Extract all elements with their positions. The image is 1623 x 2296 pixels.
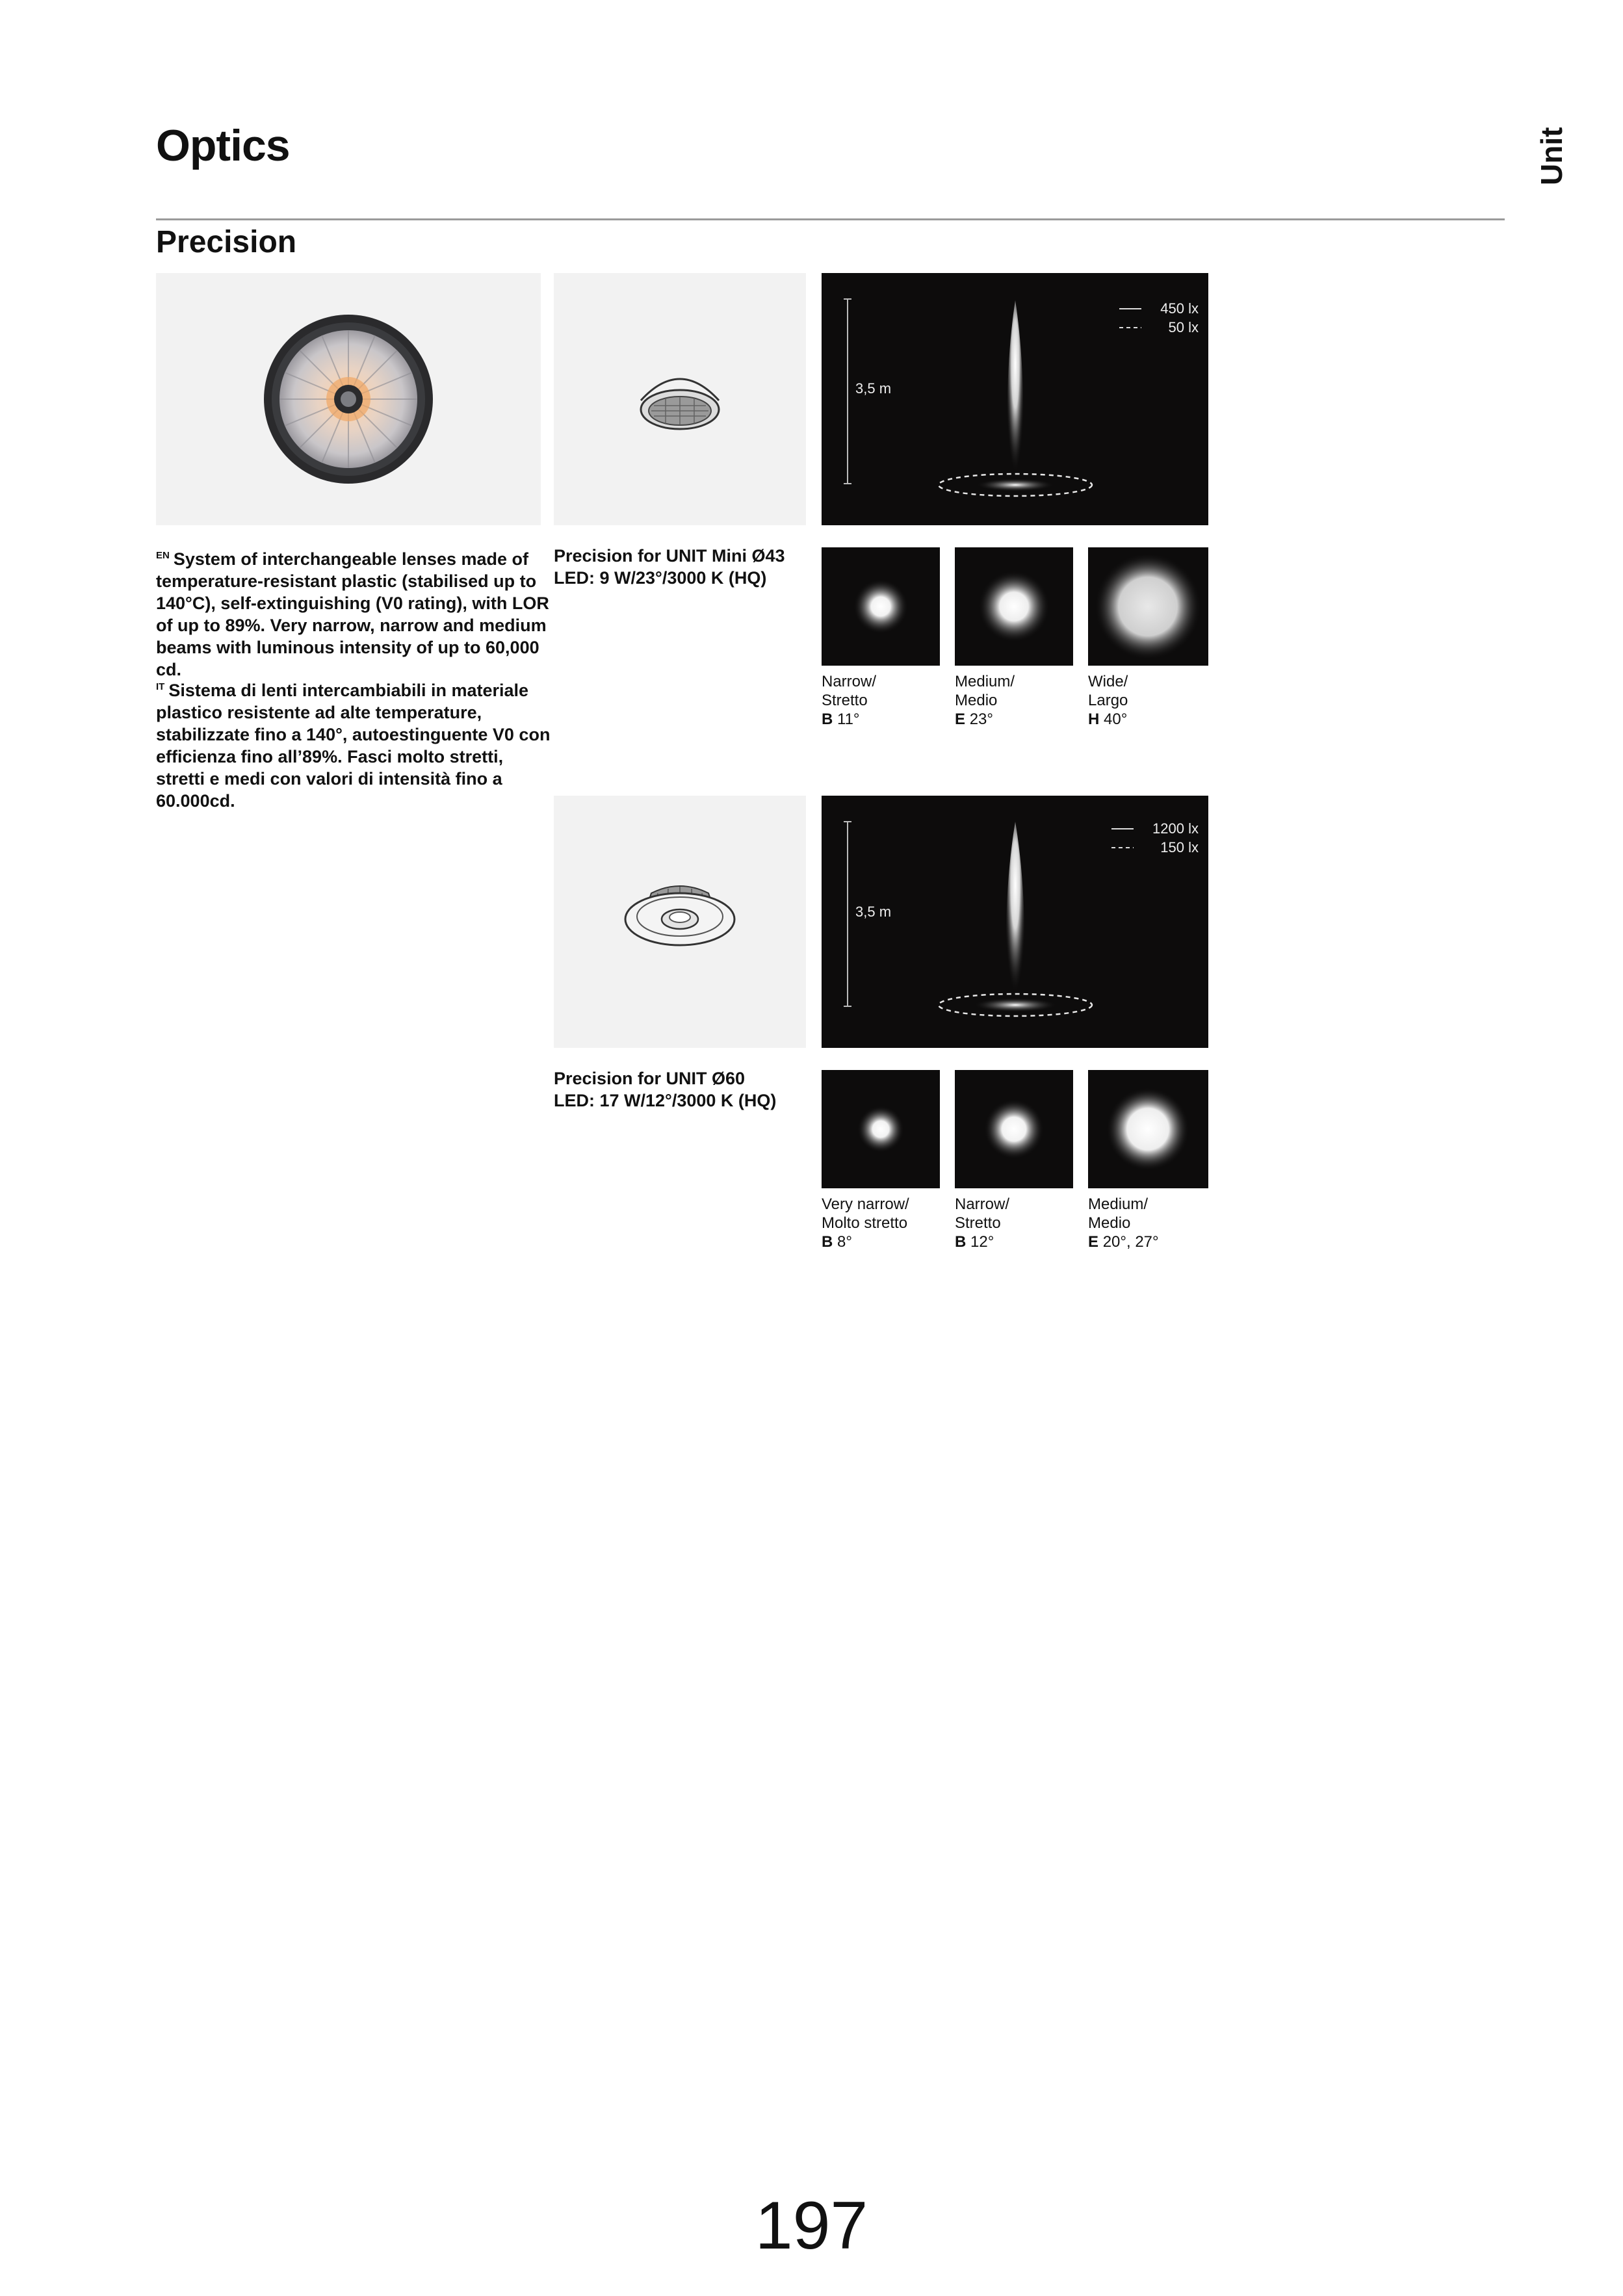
beam-code: H [1088, 711, 1100, 728]
beam-sample-wide [1088, 547, 1208, 666]
beam-angle: 23° [969, 711, 993, 728]
description-en [156, 545, 552, 681]
page-title: Optics [156, 121, 290, 170]
product-spec: LED: 17 W/12°/3000 K (HQ) [554, 1091, 777, 1110]
beam-sample-narrow-2 [955, 1070, 1073, 1188]
lux-dashed-label: 150 lx [1160, 839, 1199, 855]
language-tag-en: EN [156, 550, 170, 561]
light-distribution-photo-60 [822, 796, 1208, 1048]
product-name: Precision for UNIT Mini Ø43 [554, 546, 785, 566]
beam-spot [822, 547, 940, 666]
beam-sample-medium-2 [1088, 1070, 1208, 1188]
beam-code: B [822, 1233, 833, 1251]
beam-type-it: Stretto [955, 1214, 1001, 1232]
beam-label-very-narrow [822, 1195, 945, 1251]
beam-code: E [955, 711, 966, 728]
beam-type-it: Stretto [822, 692, 868, 709]
beam-sample-narrow [822, 547, 940, 666]
beam-spot [955, 1070, 1073, 1188]
beam-label-narrow [822, 672, 945, 729]
side-section-label: Unit [1535, 127, 1568, 185]
beam-angle: 12° [970, 1233, 994, 1251]
product-spec: LED: 9 W/23°/3000 K (HQ) [554, 568, 767, 588]
lux-dashed-label: 50 lx [1168, 319, 1199, 335]
lens-photo-panel [156, 273, 541, 525]
beam-type: Wide/ [1088, 673, 1128, 690]
beam-type: Narrow/ [955, 1195, 1010, 1213]
description-en-text: System of interchangeable lenses made of temperature-resistant plastic (stabilised up to 140°C), self-extinguishing (V0 rating), with LOR of up to 89%. Very narrow, narrow and medium beams with luminous intensity of up to 60,000 cd. [156, 549, 549, 679]
lens-photo [156, 273, 541, 525]
distance-label: 3,5 m [855, 380, 892, 397]
beam-type: Medium/ [955, 673, 1015, 690]
beam-code: B [955, 1233, 967, 1251]
beam-label-wide [1088, 672, 1212, 729]
page-number: 197 [755, 2188, 868, 2263]
section-subtitle: Precision [156, 225, 297, 259]
description-it-text: Sistema di lenti intercambiabili in materiale plastico resistente ad alte temperature, stabilizzate fino a 140°, autoestinguente V0 con efficienza fino all’89%. Fasci molto stretti, stretti e medi con valori di intensità fino a 60.000cd. [156, 681, 551, 811]
unit-mini-lens-drawing [554, 273, 806, 525]
beam-sample-very-narrow [822, 1070, 940, 1188]
beam-angle: 20°, 27° [1102, 1233, 1159, 1251]
beam-spot [955, 547, 1073, 666]
beam-code: E [1088, 1233, 1099, 1251]
product-name: Precision for UNIT Ø60 [554, 1069, 746, 1088]
language-tag-it: IT [156, 681, 165, 692]
beam-angle: 11° [837, 711, 860, 728]
beam-type-it: Medio [955, 692, 998, 709]
light-distribution-photo-mini [822, 273, 1208, 525]
beam-label-narrow-2 [955, 1195, 1078, 1251]
unit-60-lens-drawing [554, 796, 806, 1048]
beam-sample-medium [955, 547, 1073, 666]
beam-type: Very narrow/ [822, 1195, 909, 1213]
beam-type-it: Molto stretto [822, 1214, 908, 1232]
beam-angle: 40° [1104, 711, 1128, 728]
beam-code: B [822, 711, 833, 728]
beam-type-it: Medio [1088, 1214, 1131, 1232]
beam-spot [822, 1070, 940, 1188]
description-it [156, 676, 552, 812]
beam-type: Narrow/ [822, 673, 877, 690]
beam-type: Medium/ [1088, 1195, 1149, 1213]
distance-label: 3,5 m [855, 904, 892, 920]
product-drawing-panel-mini [554, 273, 806, 525]
beam-angle: 8° [837, 1233, 852, 1251]
product-caption-60 [554, 1067, 814, 1112]
lux-solid-label: 1200 lx [1152, 820, 1199, 837]
beam-spot [1088, 547, 1208, 666]
beam-type-it: Largo [1088, 692, 1128, 709]
product-caption-mini [554, 545, 814, 589]
beam-spot [1088, 1070, 1208, 1188]
header-divider [156, 218, 1505, 220]
beam-label-medium [955, 672, 1078, 729]
product-drawing-panel-60 [554, 796, 806, 1048]
beam-label-medium-2 [1088, 1195, 1212, 1251]
lux-solid-label: 450 lx [1160, 300, 1199, 317]
